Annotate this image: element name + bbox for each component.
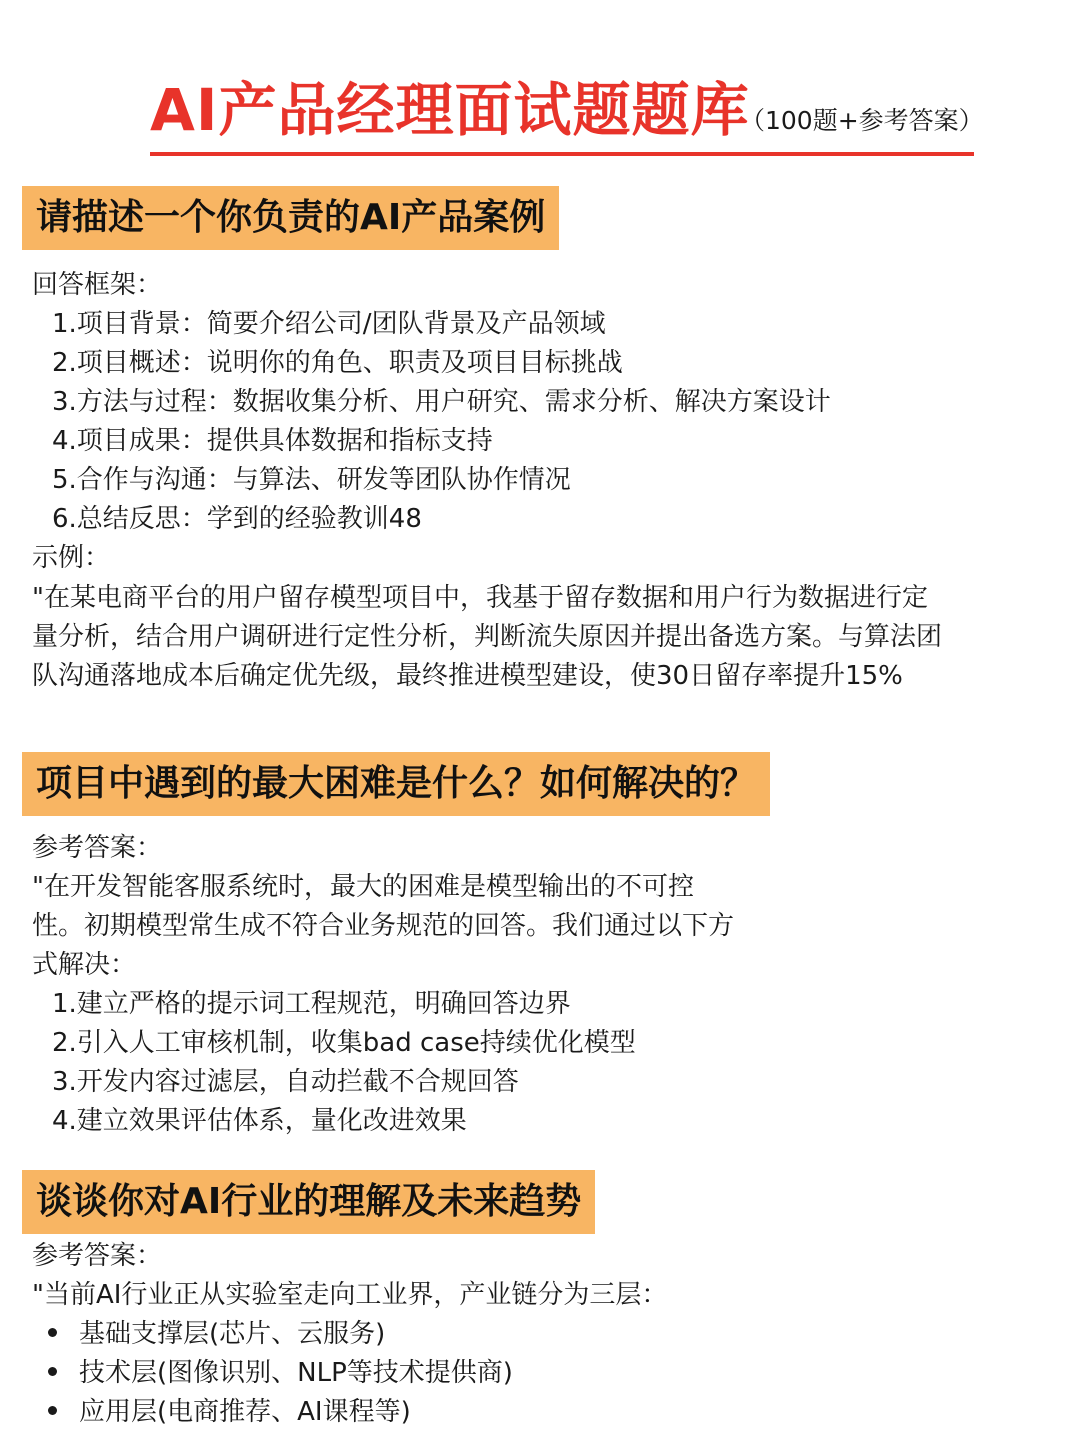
bullet-item	[48, 1354, 513, 1393]
bullet-item	[48, 1393, 411, 1432]
solution-item: 4.建立效果评估体系，量化改进效果	[52, 1106, 467, 1136]
answer-label: 参考答案：	[32, 833, 163, 863]
solution-item: 3.开发内容过滤层，自动拦截不合规回答	[52, 1067, 519, 1097]
bullet-dot-icon	[48, 1328, 57, 1337]
answer-label: 参考答案：	[32, 1241, 163, 1271]
framework-item: 2.项目概述：说明你的角色、职责及项目目标挑战	[52, 348, 623, 378]
framework-item: 6.总结反思：学到的经验教训48	[52, 504, 422, 534]
framework-item: 4.项目成果：提供具体数据和指标支持	[52, 426, 493, 456]
framework-item: 5.合作与沟通：与算法、研发等团队协作情况	[52, 465, 571, 495]
bullet-dot-icon	[48, 1367, 57, 1376]
framework-item: 1.项目背景：简要介绍公司/团队背景及产品领域	[52, 309, 606, 339]
example-text: "在某电商平台的用户留存模型项目中，我基于留存数据和用户行为数据进行定	[32, 583, 928, 613]
example-text: 量分析，结合用户调研进行定性分析，判断流失原因并提出备选方案。与算法团	[32, 622, 943, 652]
example-text: 队沟通落地成本后确定优先级，最终推进模型建设，使30日留存率提升15%	[32, 661, 903, 691]
solution-item: 1.建立严格的提示词工程规范，明确回答边界	[52, 989, 571, 1019]
framework-item: 3.方法与过程：数据收集分析、用户研究、需求分析、解决方案设计	[52, 387, 831, 417]
answer-text: 性。初期模型常生成不符合业务规范的回答。我们通过以下方	[32, 911, 735, 941]
answer-text: "在开发智能客服系统时，最大的困难是模型输出的不可控	[32, 872, 694, 902]
bullet-dot-icon	[48, 1406, 57, 1415]
bullet-text: 基础支撑层(芯片、云服务)	[79, 1319, 386, 1349]
title-underline	[150, 152, 974, 156]
section-heading-2: 项目中遇到的最大困难是什么？如何解决的？	[22, 752, 770, 816]
answer-text: "当前AI行业正从实验室走向工业界，产业链分为三层：	[32, 1280, 668, 1310]
example-label: 示例：	[32, 543, 111, 573]
bullet-text: 应用层(电商推荐、AI课程等)	[79, 1397, 411, 1427]
page-title: AI产品经理面试题题库	[150, 76, 750, 144]
answer-text: 式解决：	[32, 950, 137, 980]
framework-label: 回答框架：	[32, 270, 163, 300]
bullet-text: 技术层(图像识别、NLP等技术提供商)	[79, 1358, 513, 1388]
page-header	[150, 76, 984, 156]
section-heading-3: 谈谈你对AI行业的理解及未来趋势	[22, 1170, 595, 1234]
bullet-item	[48, 1315, 385, 1354]
section-heading-1: 请描述一个你负责的AI产品案例	[22, 186, 559, 250]
page-subtitle: （100题+参考答案）	[740, 106, 984, 135]
solution-item: 2.引入人工审核机制，收集bad case持续优化模型	[52, 1028, 636, 1058]
